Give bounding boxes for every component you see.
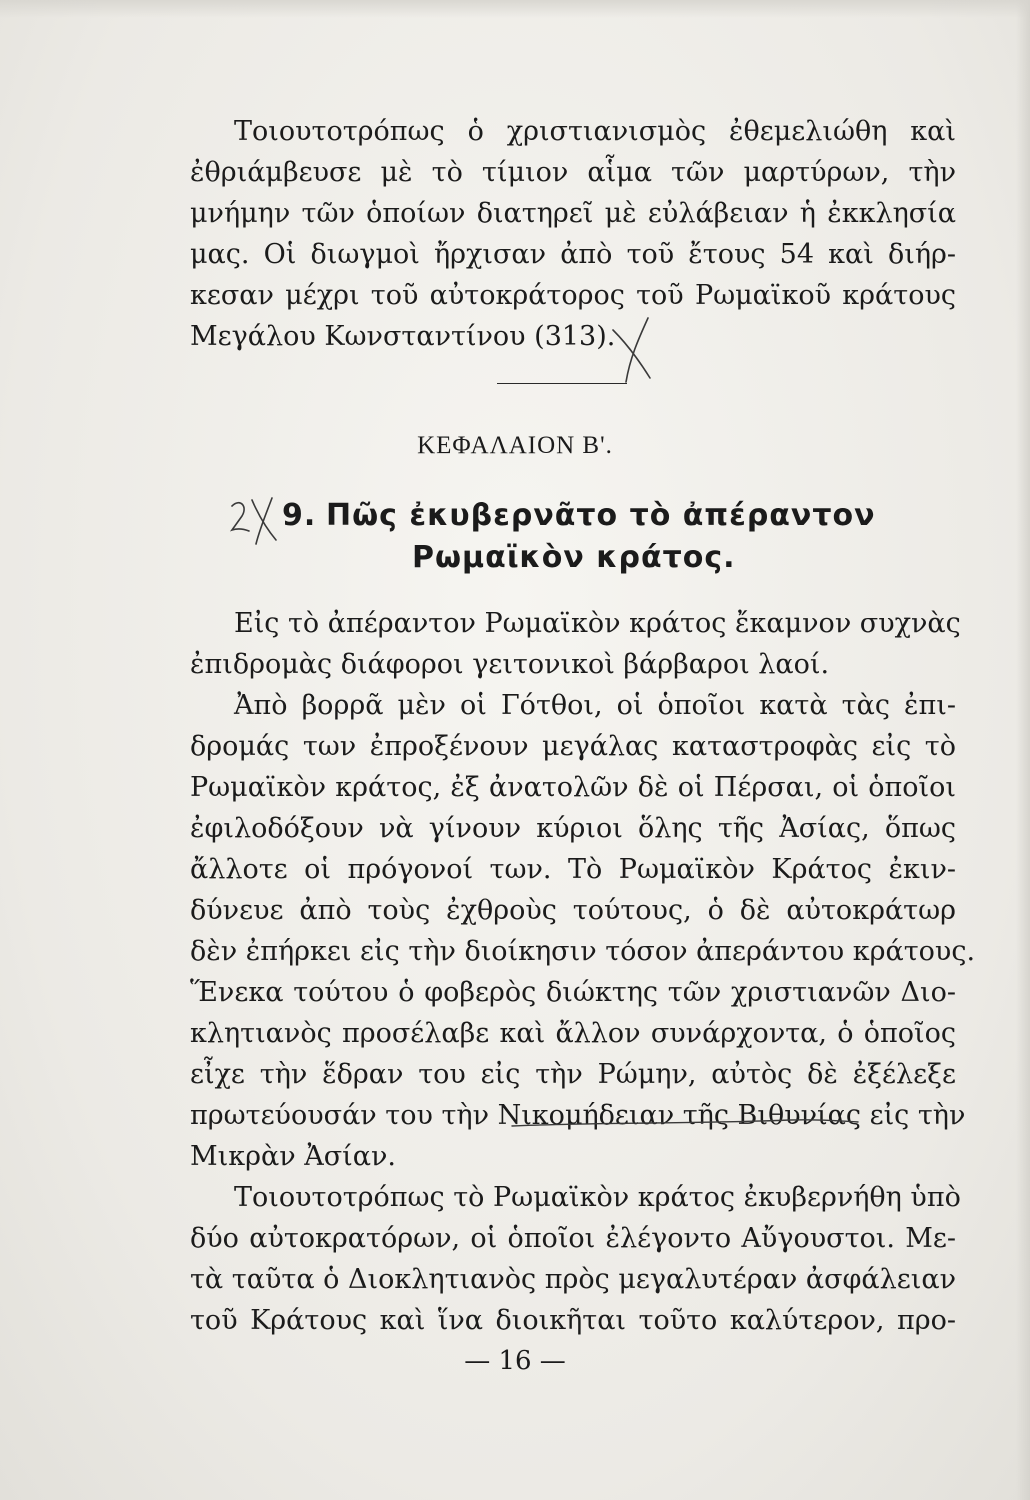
paragraph-4-line: Τοιουτοτρόπως τὸ Ρωμαϊκὸν κράτος ἐκυβερνήθη ὑπὸ bbox=[234, 1182, 961, 1213]
paragraph-3-line: Ἀπὸ βορρᾶ μὲν οἱ Γότθοι, οἱ ὁποῖοι κατὰ τὰς ἐπι- bbox=[234, 690, 956, 721]
paragraph-1-line: μας. Οἱ διωγμοὶ ἤρχισαν ἀπὸ τοῦ ἔτους 54 καὶ διήρ- bbox=[190, 239, 956, 270]
paragraph-1-line: κεσαν μέχρι τοῦ αὐτοκράτορος τοῦ Ρωμαϊκοῦ κράτους bbox=[190, 280, 956, 311]
paragraph-4-line: δύο αὐτοκρατόρων, οἱ ὁποῖοι ἐλέγοντο Αὔγουστοι. Με- bbox=[190, 1223, 956, 1254]
paragraph-3-line: δρομάς των ἐπροξένουν μεγάλας καταστροφὰς εἰς τὸ bbox=[190, 731, 956, 762]
paragraph-3-line: Ἕνεκα τούτου ὁ φοβερὸς διώκτης τῶν χριστιανῶν Διο- bbox=[190, 977, 956, 1008]
paragraph-4-line: τὰ ταῦτα ὁ Διοκλητιανὸς πρὸς μεγαλυτέραν ἀσφάλειαν bbox=[190, 1264, 956, 1295]
section-title-line-1: Πῶς ἐκυβερνᾶτο τὸ ἀπέραντον bbox=[326, 498, 876, 533]
paragraph-1-line: μνήμην τῶν ὁποίων διατηρεῖ μὲ εὐλάβειαν ἡ ἐκκλησία bbox=[190, 198, 956, 229]
pen-underline-nikomedeia bbox=[512, 1120, 858, 1126]
paragraph-2-line: Εἰς τὸ ἀπέραντον Ρωμαϊκὸν κράτος ἔκαμνον συχνὰς bbox=[234, 608, 961, 639]
paragraph-4-line: τοῦ Κράτους καὶ ἵνα διοικῆται τοῦτο καλύτερον, προ- bbox=[190, 1305, 956, 1336]
chapter-title: ΚΕΦΑΛΑΙΟΝ Β'. bbox=[417, 432, 613, 459]
pen-cross-mark-top bbox=[613, 318, 650, 382]
paragraph-3-line: Ρωμαϊκὸν κράτος, ἐξ ἀνατολῶν δὲ οἱ Πέρσαι, οἱ ὁποῖοι bbox=[190, 772, 956, 803]
paragraph-3-line: Μικρὰν Ἀσίαν. bbox=[190, 1141, 396, 1172]
paragraph-3-line: κλητιανὸς προσέλαβε καὶ ἄλλον συνάρχοντα, ὁ ὁποῖος bbox=[190, 1018, 956, 1049]
section-number: 9. bbox=[282, 498, 317, 533]
paragraph-3-line: δὲν ἐπήρκει εἰς τὴν διοίκησιν τόσον ἀπεράντου κράτους. bbox=[190, 936, 976, 967]
paragraph-1-line: Τοιουτοτρόπως ὁ χριστιανισμὸς ἐθεμελιώθη καὶ bbox=[234, 116, 956, 147]
paragraph-3-line: ἄλλοτε οἱ πρόγονοί των. Τὸ Ρωμαϊκὸν Κράτος ἐκιν- bbox=[190, 854, 956, 885]
section-title-line-2: Ρωμαϊκὸν κράτος. bbox=[412, 540, 736, 575]
paragraph-1-line: ἐθριάμβευσε μὲ τὸ τίμιον αἷμα τῶν μαρτύρων, τὴν bbox=[190, 157, 956, 188]
paragraph-2-line: ἐπιδρομὰς διάφοροι γειτονικοὶ βάρβαροι λαοί. bbox=[190, 649, 830, 680]
page-number: — 16 — bbox=[464, 1346, 566, 1376]
paragraph-3-line: ἐφιλοδόξουν νὰ γίνουν κύριοι ὅλης τῆς Ἀσίας, ὅπως bbox=[190, 813, 956, 844]
paragraph-3-line: δύνευε ἀπὸ τοὺς ἐχθροὺς τούτους, ὁ δὲ αὐτοκράτωρ bbox=[190, 895, 956, 926]
paragraph-3-line: εἶχε τὴν ἕδραν του εἰς τὴν Ρώμην, αὐτὸς δὲ ἐξέλεξε bbox=[190, 1059, 956, 1090]
pen-margin-mark-2 bbox=[232, 503, 249, 531]
paragraph-1-line: Μεγάλου Κωνσταντίνου (313). bbox=[190, 321, 616, 352]
paragraph-3-line: πρωτεύουσάν του τὴν Νικομήδειαν τῆς Βιθυνίας εἰς τὴν bbox=[190, 1100, 966, 1131]
pen-cross-mark-heading bbox=[252, 498, 276, 544]
